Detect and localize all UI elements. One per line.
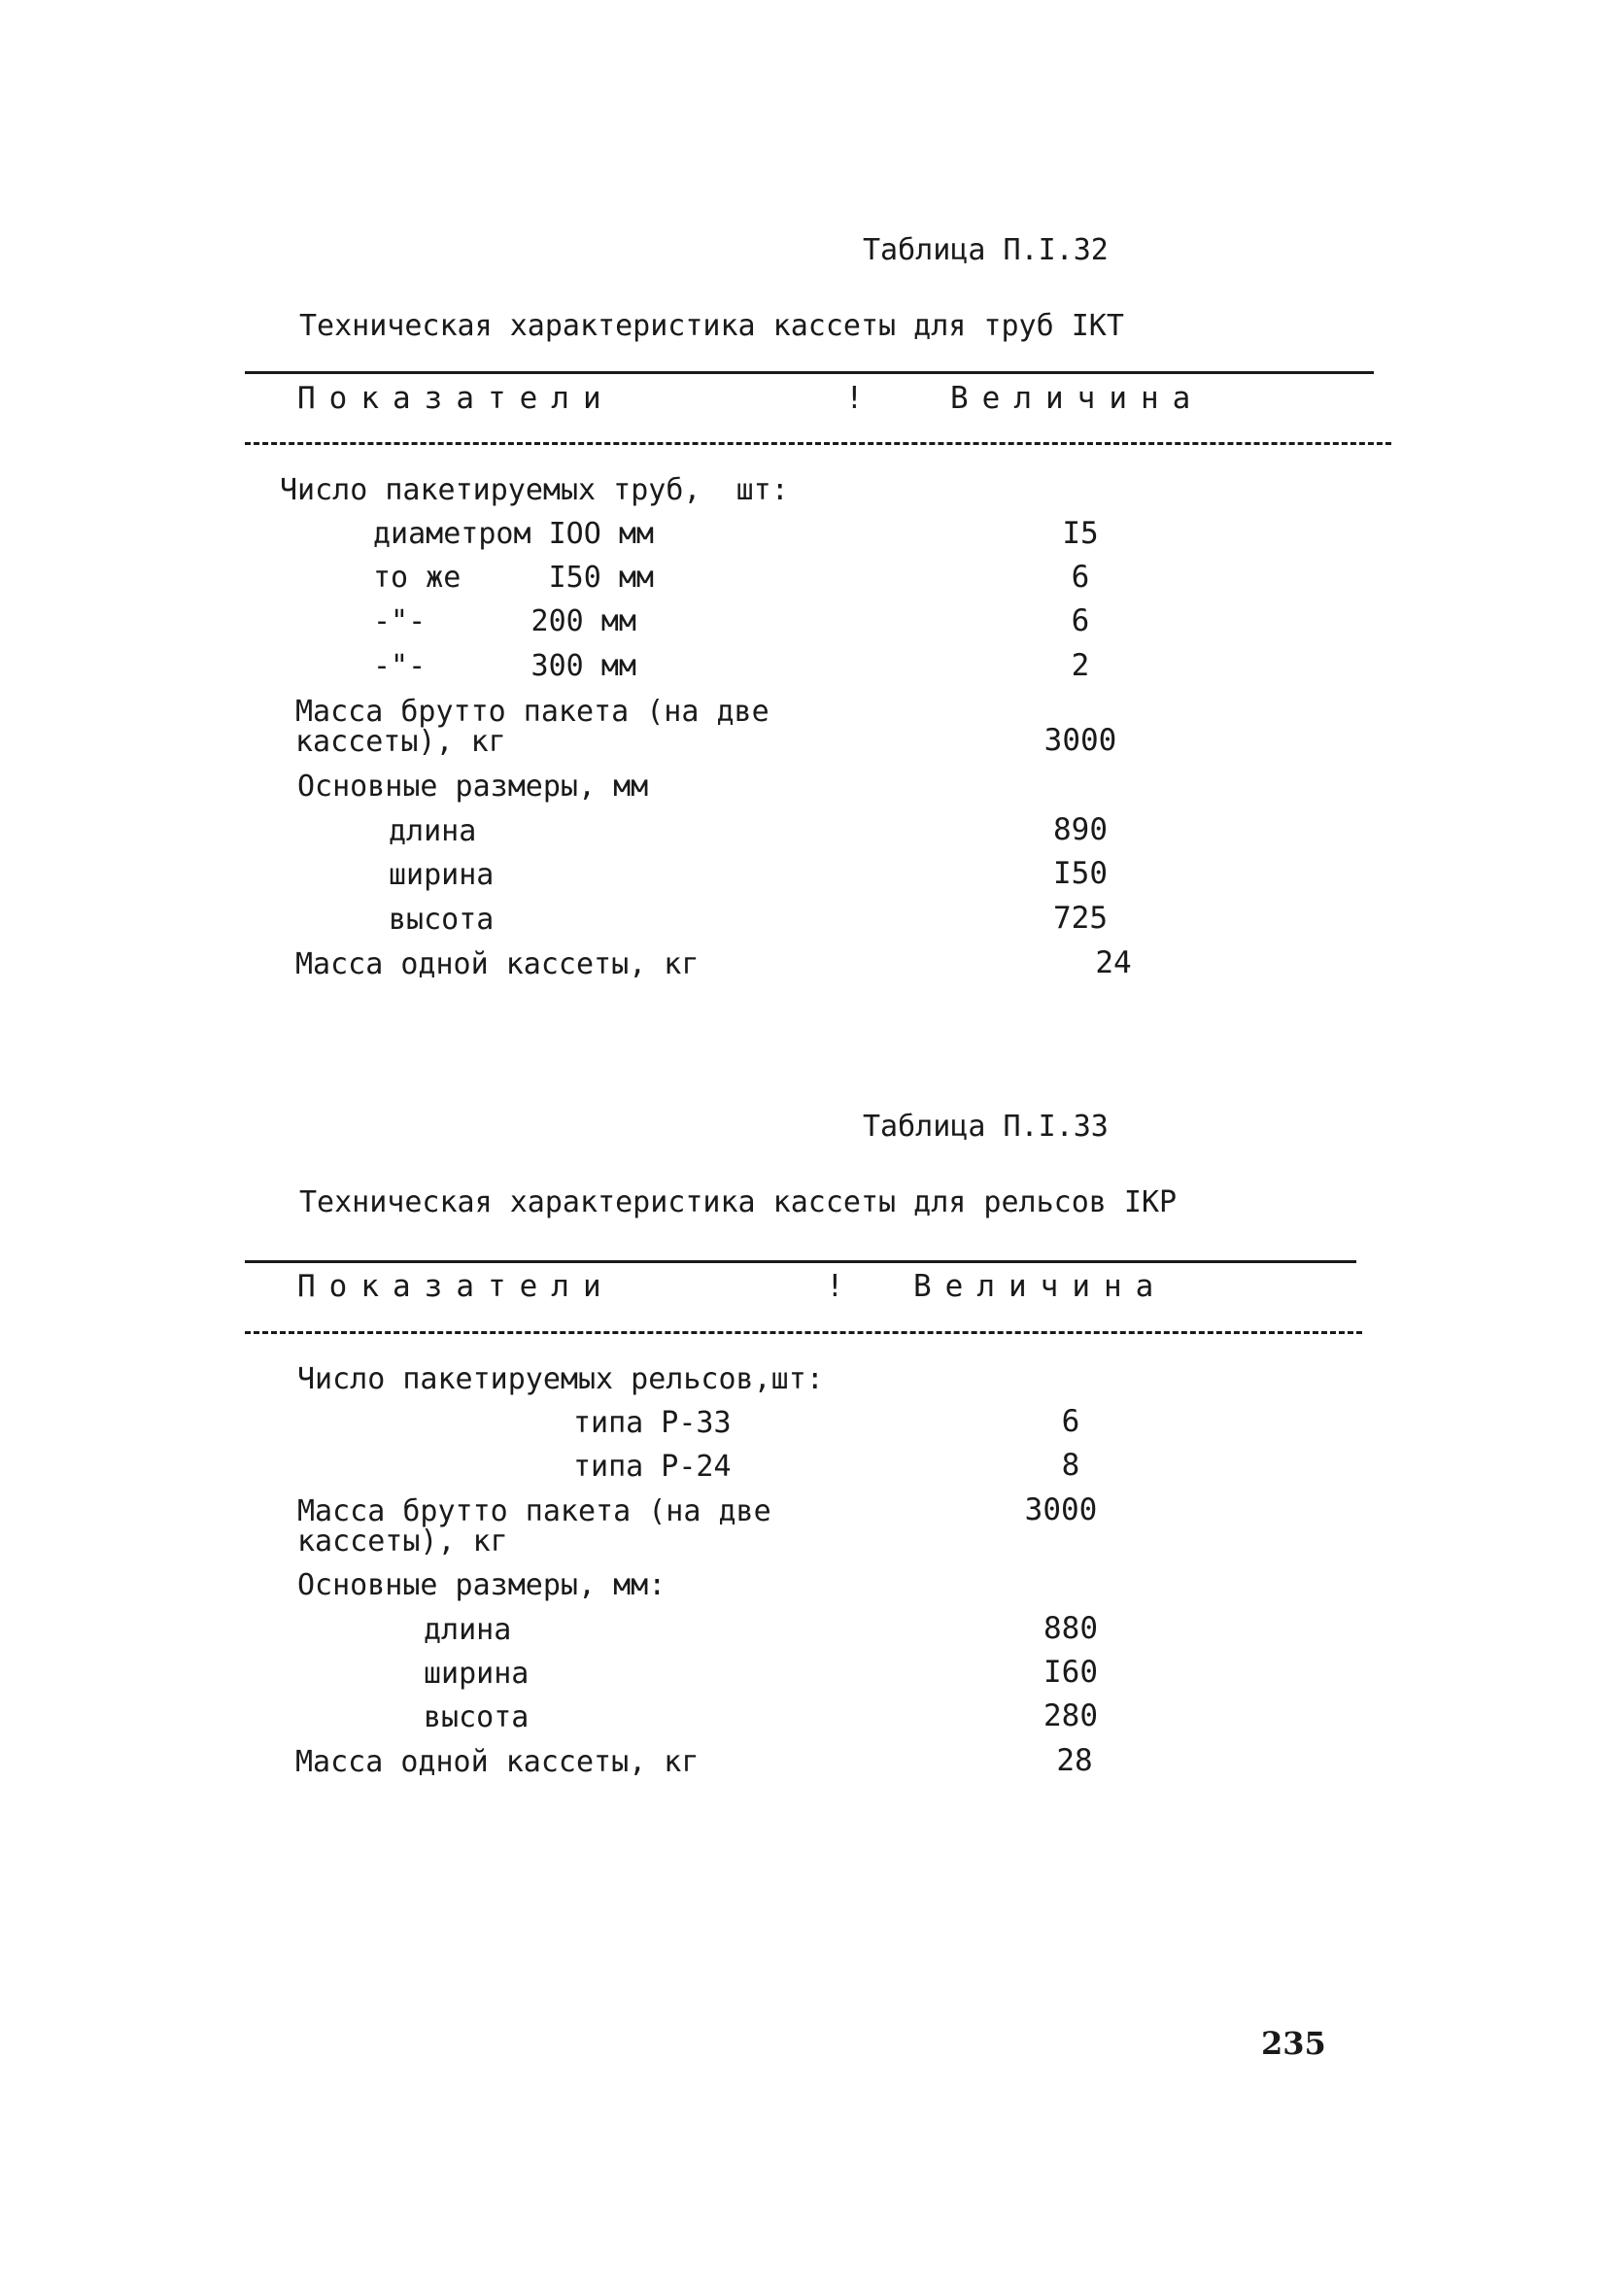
table-row-label: кассеты), кг: [295, 725, 506, 759]
table2-header-separator: !: [826, 1269, 844, 1304]
table-row-value: 280: [1043, 1698, 1098, 1733]
table-row-value: I60: [1043, 1655, 1098, 1690]
table-row-label: Масса брутто пакета (на две: [297, 1494, 771, 1528]
table1-header-col1: Показатели: [297, 381, 615, 416]
table-row-value: 24: [1095, 945, 1132, 980]
table2-header-col2: Величина: [913, 1269, 1168, 1304]
table2-top-rule: [245, 1260, 1356, 1263]
table-row-value: 880: [1043, 1611, 1098, 1646]
table-row-label: Основные размеры, мм:: [297, 1568, 667, 1602]
table1-caption: Таблица П.I.32: [863, 233, 1109, 267]
table-row-label: диаметром IOO мм: [373, 517, 654, 551]
table-row-label: высота: [389, 903, 495, 937]
table-row-value: I50: [1053, 856, 1108, 891]
table-row-value: 6: [1061, 1404, 1080, 1439]
table-row-label: типа Р-24: [573, 1450, 732, 1484]
table-row-label: длина: [389, 814, 477, 848]
table-row-value: 3000: [1024, 1492, 1098, 1527]
table-row-label: Основные размеры, мм: [297, 770, 649, 804]
table-row-value: 6: [1071, 603, 1090, 638]
table2-header-col1: Показатели: [297, 1269, 615, 1304]
table2-header-rule: [245, 1331, 1362, 1334]
table-row-label: ширина: [389, 858, 495, 892]
table-row-value: 3000: [1043, 723, 1117, 758]
page-number: 235: [1261, 2025, 1326, 2062]
table-row-label: Число пакетируемых рельсов,шт:: [297, 1362, 824, 1396]
table-row-label: длина: [424, 1613, 512, 1647]
table-row-value: 6: [1071, 560, 1090, 595]
table-row-value: 28: [1056, 1743, 1093, 1778]
table-row-label: Масса одной кассеты, кг: [295, 947, 700, 981]
table-row-value: 2: [1071, 648, 1090, 683]
table-row-value: I5: [1062, 516, 1099, 551]
table1-header-rule: [245, 442, 1391, 445]
table2-title: Техническая характеристика кассеты для рельсов IКР: [299, 1185, 1178, 1219]
table1-title: Техническая характеристика кассеты для труб IКТ: [299, 309, 1124, 343]
table-row-value: 890: [1053, 812, 1108, 847]
table-row-label: ширина: [424, 1657, 530, 1691]
table-row-value: 725: [1053, 901, 1108, 936]
table-row-label: то же I50 мм: [373, 561, 654, 595]
table1-header-separator: !: [845, 381, 864, 416]
table-row-label: высота: [424, 1700, 530, 1734]
table-row-label: Масса брутто пакета (на две: [295, 695, 769, 729]
table-row-label: -"- 300 мм: [373, 649, 636, 683]
table1-top-rule: [245, 371, 1374, 374]
table-row-label: Число пакетируемых труб, шт:: [280, 473, 789, 507]
table-row-label: кассеты), кг: [297, 1525, 508, 1559]
table2-caption: Таблица П.I.33: [863, 1110, 1109, 1144]
table-row-label: -"- 200 мм: [373, 604, 636, 638]
table-row-value: 8: [1061, 1448, 1080, 1483]
table-row-label: Масса одной кассеты, кг: [295, 1745, 700, 1779]
table1-header-col2: Величина: [950, 381, 1205, 416]
table-row-label: типа Р-33: [573, 1406, 732, 1440]
